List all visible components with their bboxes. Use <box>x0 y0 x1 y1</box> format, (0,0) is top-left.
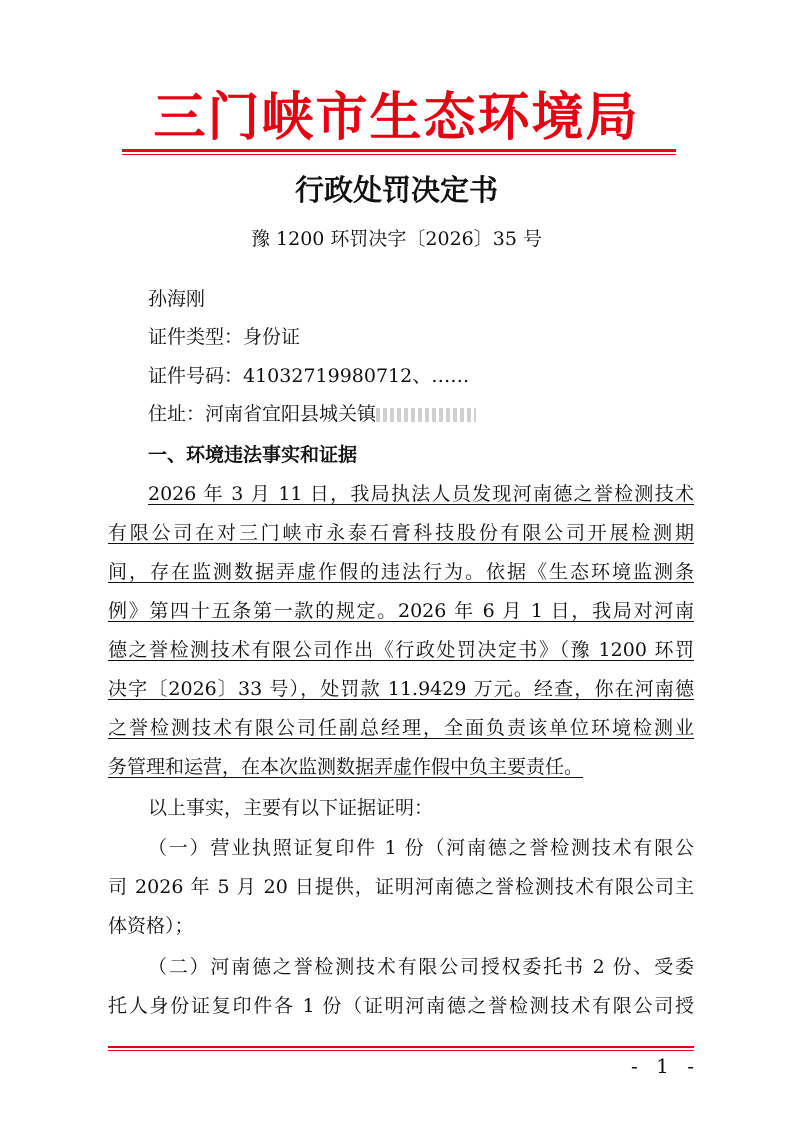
document-number: 豫 1200 环罚决字〔2026〕35 号 <box>250 228 542 250</box>
address-redaction <box>376 408 476 422</box>
facts-line-4: 例》第四十五条第一款的规定。2026 年 6 月 1 日，我局对河南 <box>108 600 694 622</box>
document-title: 行政处罚决定书 <box>294 173 498 207</box>
facts-line-5: 德之誉检测技术有限公司作出《行政处罚决定书》（豫 1200 环罚 <box>108 639 694 661</box>
footer-red-rule-thick <box>108 1046 694 1048</box>
facts-line-1: 2026 年 3 月 11 日，我局执法人员发现河南德之誉检测技术 <box>148 483 694 505</box>
evidence2-line-1: （二）河南德之誉检测技术有限公司授权委托书 2 份、受委 <box>148 956 694 978</box>
facts-line-8: 务管理和运营，在本次监测数据弄虚作假中负主要责任。 <box>108 756 584 778</box>
facts-line-6: 决字〔2026〕33 号），处罚款 11.9429 万元。经查，你在河南德 <box>108 678 694 700</box>
party-id-type: 证件类型：身份证 <box>148 326 301 348</box>
facts-line-3: 间，存在监测数据弄虚作假的违法行为。依据《生态环境监测条 <box>108 561 694 583</box>
footer-red-rule-thin <box>108 1050 694 1051</box>
facts-line-7: 之誉检测技术有限公司任副总经理，全面负责该单位环境检测业 <box>108 717 694 739</box>
evidence2-line-2: 托人身份证复印件各 1 份（证明河南德之誉检测技术有限公司授 <box>108 995 694 1017</box>
facts-line-2: 有限公司在对三门峡市永泰石膏科技股份有限公司开展检测期 <box>108 522 694 544</box>
header-red-rule-thin <box>122 154 676 155</box>
evidence1-line-2: 司 2026 年 5 月 20 日提供，证明河南德之誉检测技术有限公司主 <box>108 876 694 898</box>
evidence1-line-1: （一）营业执照证复印件 1 份（河南德之誉检测技术有限公 <box>148 837 694 859</box>
party-id-number: 证件号码：41032719980712、…… <box>148 365 470 387</box>
page-number: - 1 - <box>631 1054 700 1078</box>
agency-letterhead: 三门峡市生态环境局 <box>153 87 640 148</box>
header-red-rule-thick <box>122 149 676 152</box>
party-address-row <box>148 399 694 429</box>
evidence-intro: 以上事实，主要有以下证据证明： <box>148 797 434 819</box>
party-name: 孙海刚 <box>148 288 206 310</box>
evidence1-line-3: 体资格）； <box>108 915 194 937</box>
party-address: 住址：河南省宜阳县城关镇 <box>148 403 377 425</box>
section-heading-facts: 一、环境违法事实和证据 <box>148 444 358 466</box>
